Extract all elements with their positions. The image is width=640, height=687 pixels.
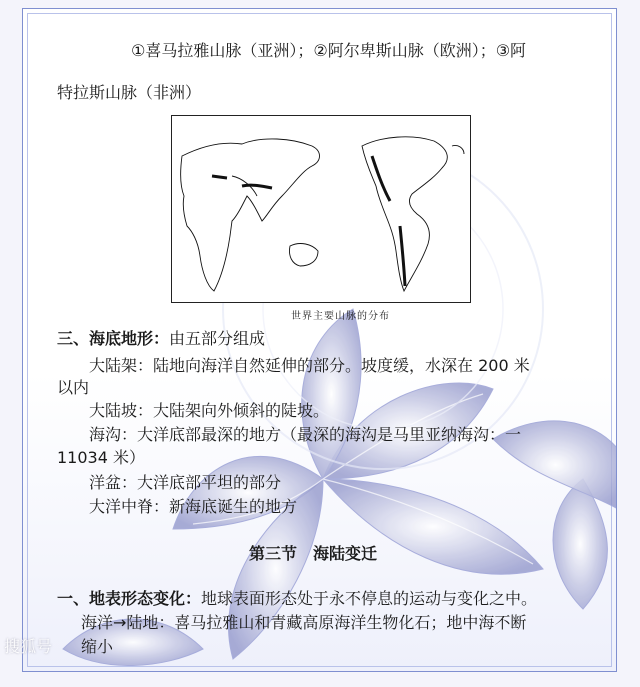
landform-title: 一、地表形态变化： — [57, 589, 202, 608]
item-term: 大洋中脊： — [89, 497, 170, 516]
seafloor-item-mid-ocean-ridge — [89, 497, 297, 517]
watermark: 搜狐号 — [4, 637, 53, 656]
mountain-text-line1: ①喜马拉雅山脉（亚洲）；②阿尔卑斯山脉（欧洲）；③阿 — [131, 41, 527, 60]
seafloor-title: 三、海底地形： — [57, 329, 170, 348]
seafloor-item-continental-shelf — [89, 356, 530, 376]
item-desc: 新海底诞生的地方 — [169, 497, 298, 516]
item-term: 大陆坡： — [89, 401, 154, 420]
item-term: 大陆架： — [89, 356, 154, 375]
seafloor-item-trench — [89, 425, 521, 445]
seafloor-item-trench-cont: 11034 米） — [57, 448, 145, 467]
map-caption: 世界主要山脉的分布 — [291, 311, 390, 322]
item-desc: 大陆架向外倾斜的陡坡。 — [153, 401, 330, 420]
item-term: 海沟： — [89, 425, 138, 444]
seafloor-item-ocean-basin — [89, 473, 281, 493]
section-title: 第三节 海陆变迁 — [249, 544, 378, 563]
item-term: 洋盆： — [89, 473, 138, 492]
landform-title-rest: 地球表面形态处于永不停息的运动与变化之中。 — [201, 589, 538, 608]
document-content — [23, 9, 617, 672]
world-mountains-map — [171, 115, 471, 303]
item-desc: 大洋底部平坦的部分 — [137, 473, 282, 492]
seafloor-item-continental-shelf-cont: 以内 — [57, 378, 90, 397]
landform-line2: 海洋→陆地：喜马拉雅山和青藏高原海洋生物化石；地中海不断 — [81, 613, 527, 632]
landform-heading — [57, 589, 537, 609]
map-drawing — [172, 116, 471, 303]
seafloor-item-continental-slope — [89, 401, 329, 421]
seafloor-heading — [57, 329, 265, 349]
seafloor-title-rest: 由五部分组成 — [169, 329, 266, 348]
landform-line3: 缩小 — [81, 637, 114, 656]
mountain-text-line2: 特拉斯山脉（非洲） — [57, 83, 202, 102]
item-desc: 陆地向海洋自然延伸的部分。坡度缓，水深在 200 米 — [153, 356, 530, 375]
item-desc: 大洋底部最深的地方（最深的海沟是马里亚纳海沟：一 — [137, 425, 522, 444]
page-frame — [22, 8, 617, 672]
